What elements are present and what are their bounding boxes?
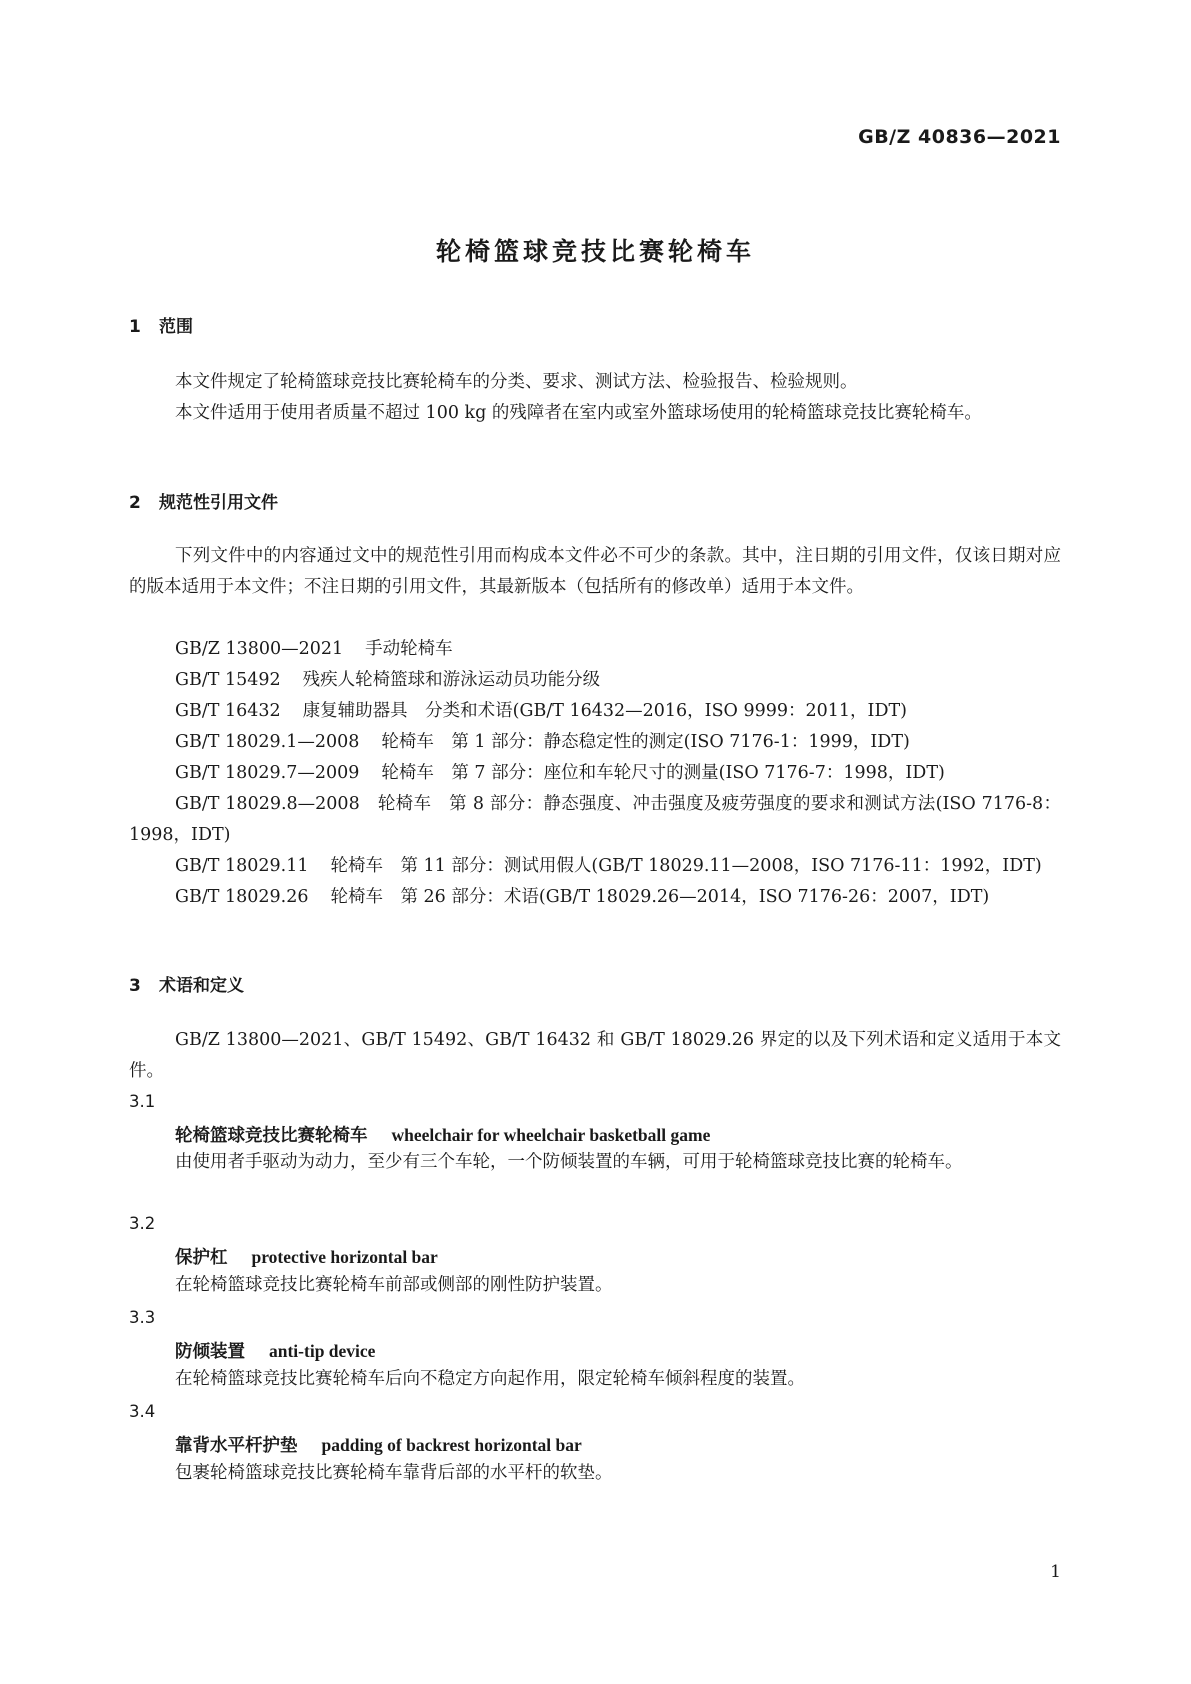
term-name-zh: 保护杠 bbox=[175, 1248, 228, 1268]
term-name-en: protective horizontal bar bbox=[251, 1247, 438, 1267]
section-title: 范围 bbox=[159, 317, 193, 337]
standard-code: GB/Z 40836—2021 bbox=[858, 126, 1061, 148]
normative-intro-paragraph: 下列文件中的内容通过文中的规范性引用而构成本文件必不可少的条款。其中，注日期的引用文件，仅该日期对应的版本适用于本文件；不注日期的引用文件，其最新版本（包括所有的修改单）适用于本文件。 bbox=[129, 546, 1061, 597]
reference-item bbox=[175, 758, 945, 789]
section-number: 3 bbox=[129, 976, 141, 996]
reference-title: 轮椅车 第 11 部分：测试用假人(GB/T 18029.11—2008，ISO 7176-11：1992，IDT) bbox=[330, 856, 1042, 876]
term-name-en: wheelchair for wheelchair basketball game bbox=[391, 1125, 711, 1145]
document-title: 轮椅篮球竞技比赛轮椅车 bbox=[435, 237, 755, 266]
term-heading bbox=[175, 1122, 710, 1147]
term-number: 3.1 bbox=[129, 1092, 156, 1111]
reference-title: 轮椅车 第 1 部分：静态稳定性的测定(ISO 7176-1：1999，IDT) bbox=[381, 732, 910, 752]
reference-code: GB/T 15492 bbox=[175, 670, 281, 690]
reference-code: GB/T 18029.11 bbox=[175, 856, 309, 876]
reference-item bbox=[175, 665, 600, 696]
terms-intro-paragraph: GB/Z 13800—2021、GB/T 15492、GB/T 16432 和 GB/T 18029.26 界定的以及下列术语和定义适用于本文件。 bbox=[129, 1030, 1061, 1081]
term-number: 3.3 bbox=[129, 1308, 156, 1327]
term-name-en: anti-tip device bbox=[269, 1341, 376, 1361]
term-definition: 在轮椅篮球竞技比赛轮椅车前部或侧部的刚性防护装置。 bbox=[175, 1275, 613, 1295]
section-3-heading bbox=[129, 971, 244, 996]
reference-code: GB/T 18029.26 bbox=[175, 887, 309, 907]
section-1-heading bbox=[129, 312, 193, 337]
reference-title: 手动轮椅车 bbox=[365, 639, 453, 659]
term-number: 3.4 bbox=[129, 1402, 156, 1421]
reference-item-wrapped: GB/T 18029.8—2008 轮椅车 第 8 部分：静态强度、冲击强度及疲劳强度的要求和测试方法(ISO 7176-8：1998，IDT) bbox=[129, 794, 1061, 845]
reference-title: 康复辅助器具 分类和术语(GB/T 16432—2016，ISO 9999：2011，IDT) bbox=[302, 701, 907, 721]
term-definition: 由使用者手驱动为动力，至少有三个车轮，一个防倾装置的车辆，可用于轮椅篮球竞技比赛的轮椅车。 bbox=[175, 1152, 963, 1172]
scope-paragraph-1: 本文件规定了轮椅篮球竞技比赛轮椅车的分类、要求、测试方法、检验报告、检验规则。 bbox=[175, 372, 858, 392]
term-name-zh: 靠背水平杆护垫 bbox=[175, 1436, 298, 1456]
term-heading bbox=[175, 1338, 375, 1363]
section-2-heading bbox=[129, 488, 278, 513]
reference-code: GB/T 18029.7—2009 bbox=[175, 763, 360, 783]
section-number: 2 bbox=[129, 493, 141, 513]
term-name-zh: 防倾装置 bbox=[175, 1342, 245, 1362]
reference-code: GB/T 18029.1—2008 bbox=[175, 732, 360, 752]
reference-title: 残疾人轮椅篮球和游泳运动员功能分级 bbox=[302, 670, 601, 690]
term-name-zh: 轮椅篮球竞技比赛轮椅车 bbox=[175, 1126, 368, 1146]
reference-item bbox=[175, 727, 910, 758]
term-definition: 包裹轮椅篮球竞技比赛轮椅车靠背后部的水平杆的软垫。 bbox=[175, 1463, 613, 1483]
reference-item bbox=[175, 634, 453, 665]
term-heading bbox=[175, 1244, 438, 1269]
scope-paragraph-2: 本文件适用于使用者质量不超过 100 kg 的残障者在室内或室外篮球场使用的轮椅篮球竞技比赛轮椅车。 bbox=[175, 403, 982, 423]
term-heading bbox=[175, 1432, 582, 1457]
section-title: 规范性引用文件 bbox=[159, 493, 278, 513]
reference-item bbox=[175, 882, 989, 913]
term-name-en: padding of backrest horizontal bar bbox=[321, 1435, 582, 1455]
page-number: 1 bbox=[1050, 1562, 1061, 1582]
reference-title: 轮椅车 第 26 部分：术语(GB/T 18029.26—2014，ISO 7176-26：2007，IDT) bbox=[330, 887, 990, 907]
section-number: 1 bbox=[129, 317, 141, 337]
reference-code: GB/T 16432 bbox=[175, 701, 281, 721]
term-definition: 在轮椅篮球竞技比赛轮椅车后向不稳定方向起作用，限定轮椅车倾斜程度的装置。 bbox=[175, 1369, 805, 1389]
term-number: 3.2 bbox=[129, 1214, 156, 1233]
reference-item bbox=[175, 851, 1042, 882]
section-title: 术语和定义 bbox=[159, 976, 244, 996]
reference-item bbox=[175, 696, 907, 727]
reference-code: GB/Z 13800—2021 bbox=[175, 639, 344, 659]
reference-title: 轮椅车 第 7 部分：座位和车轮尺寸的测量(ISO 7176-7：1998，IDT) bbox=[381, 763, 945, 783]
